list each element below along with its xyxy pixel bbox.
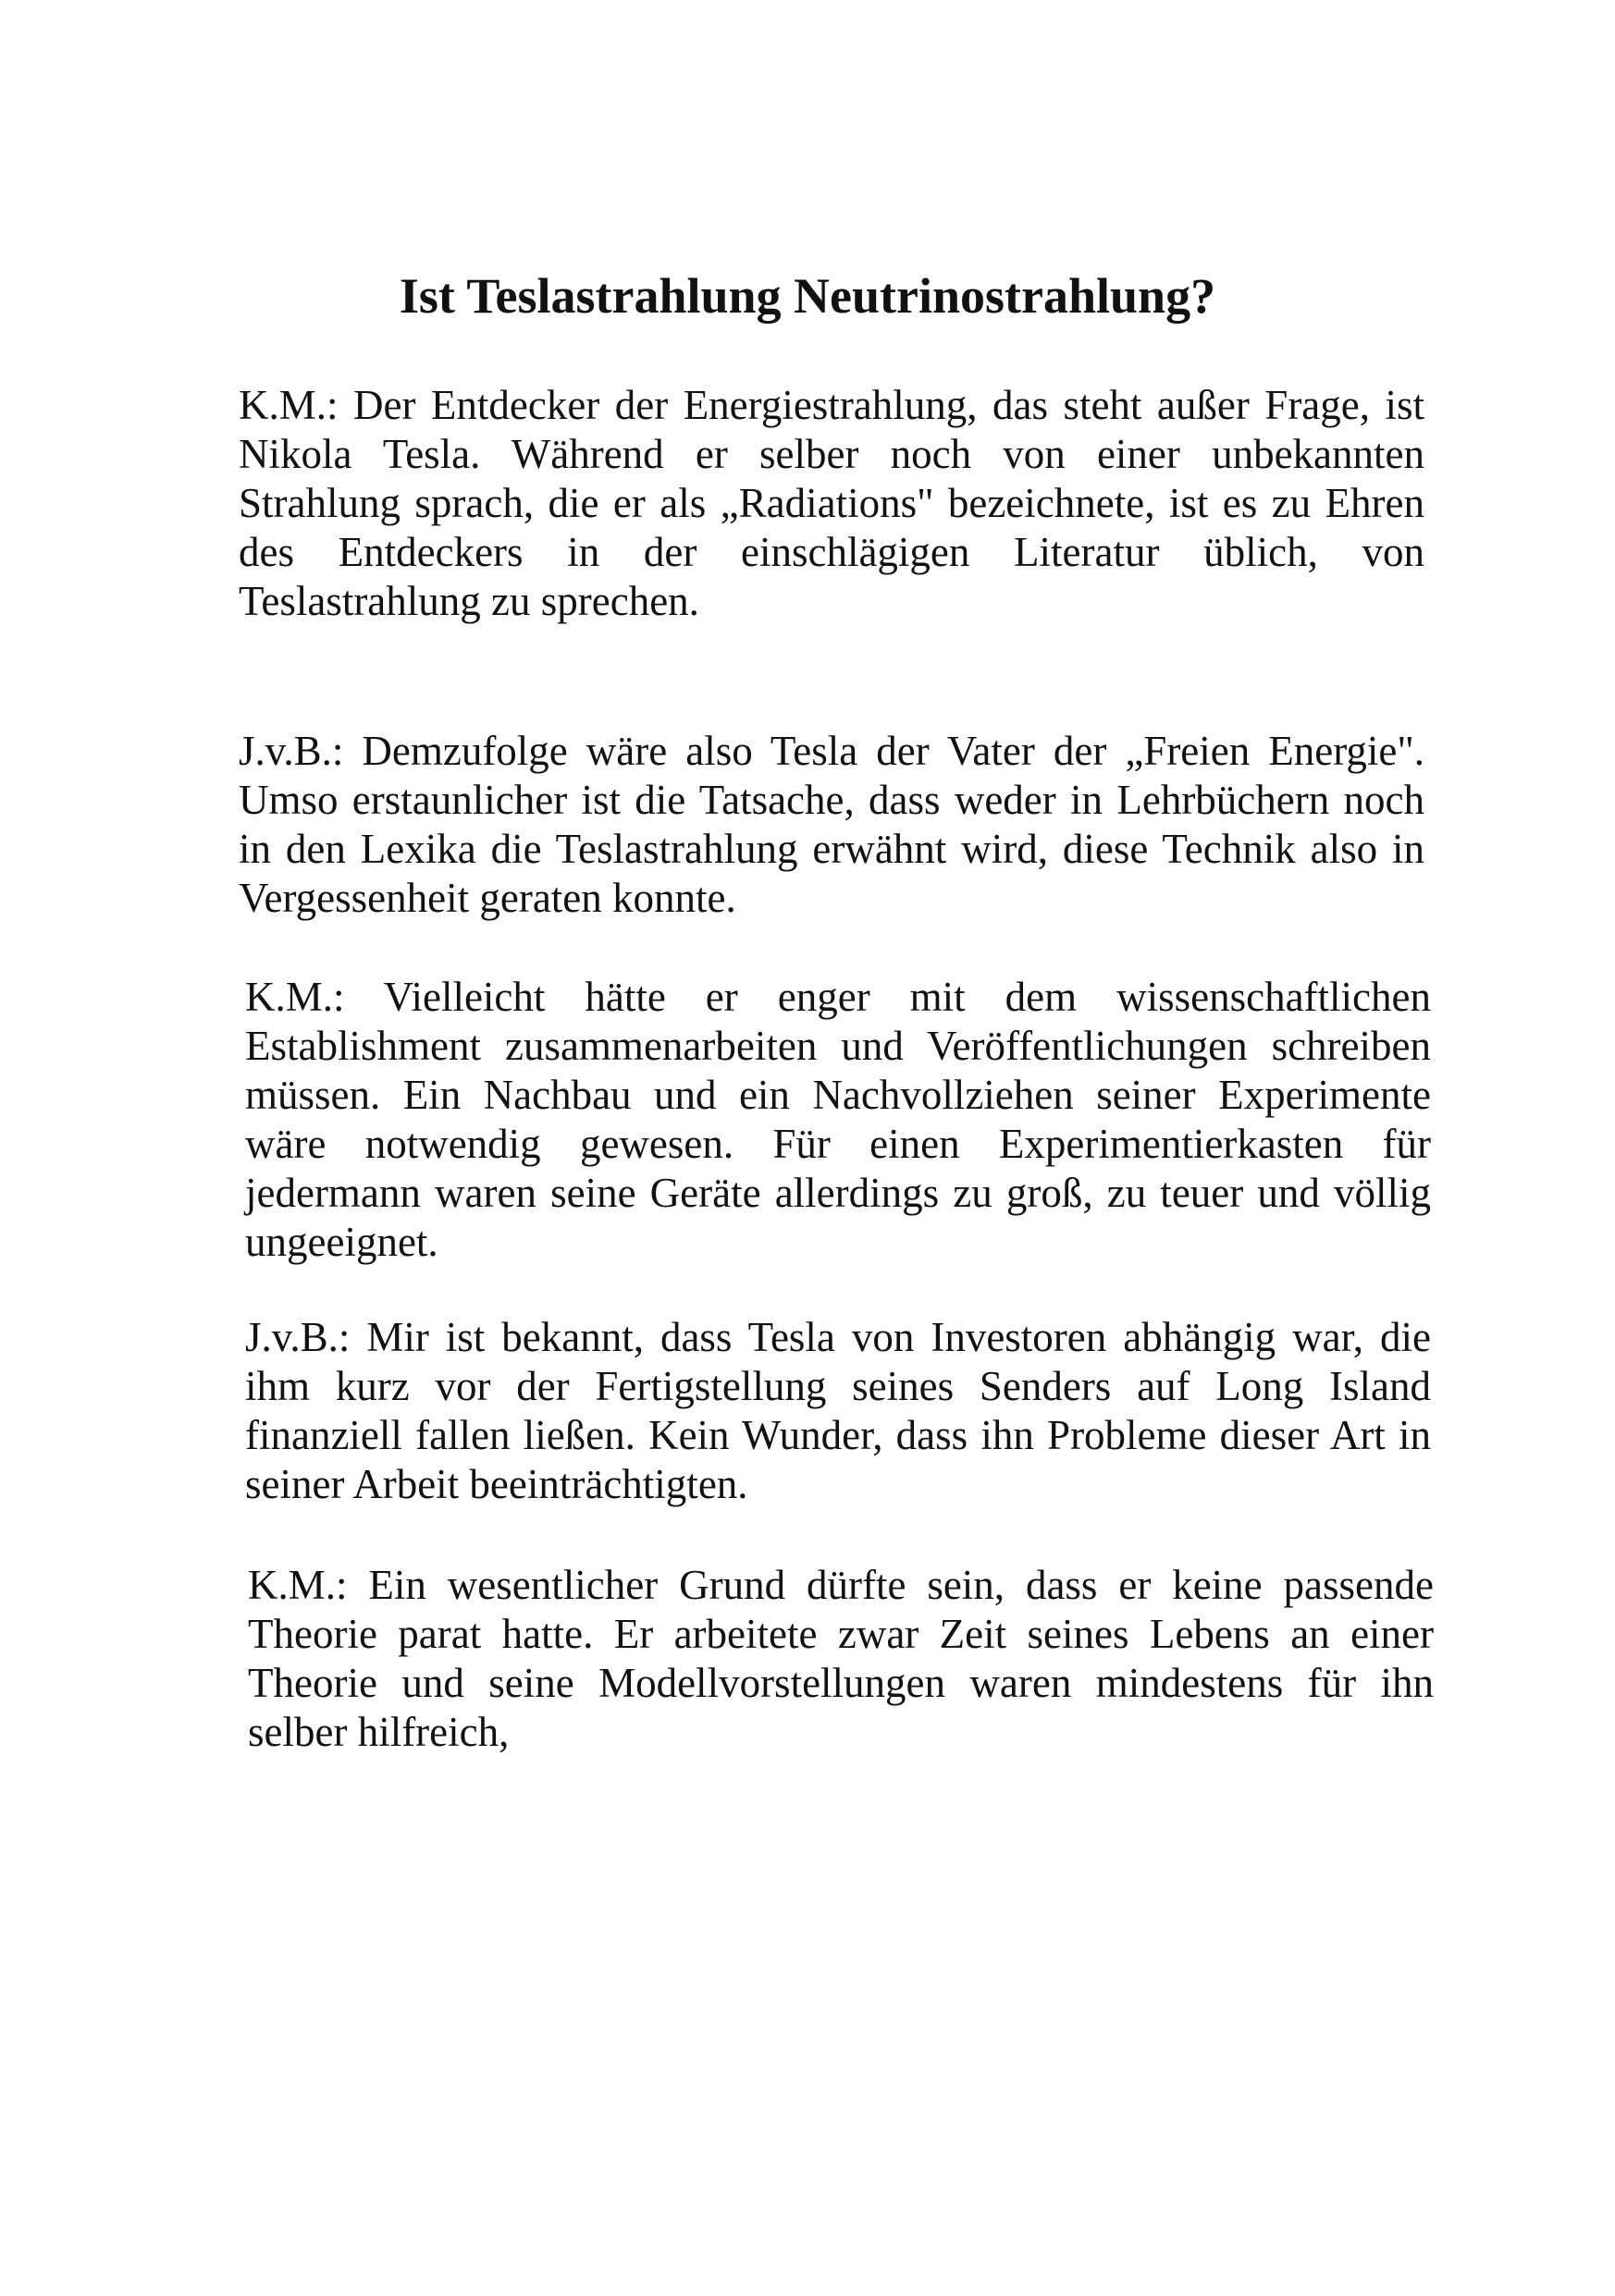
paragraph-km-3: K.M.: Ein wesentlicher Grund dürfte sein, dass er keine passende Theorie parat hatte. Er arbeitete zwar Zeit seines Lebens an einer Theorie und seine Modellvorstellungen waren mindestens für ihn selber hilfreich, — [248, 1562, 1434, 1755]
paragraph-km-1: K.M.: Der Entdecker der Energiestrahlung, das steht außer Frage, ist Nikola Tesla. Während er selber noch von einer unbekannten Strahlung sprach, die er als „Radiations" bezeichnete, ist es zu Ehren des Entdeckers in der einschlägigen Literatur üblich, von Teslastrahlung zu sprechen. — [239, 382, 1424, 624]
page-title: Ist Teslastrahlung Neutrinostrahlung? — [399, 268, 1216, 324]
paragraph-jvb-1: J.v.B.: Demzufolge wäre also Tesla der Vater der „Freien Energie". Umso erstaunlicher ist die Tatsache, dass weder in Lehrbüchern noch in den Lexika die Teslastrahlung erwähnt wird, diese Technik also in Vergessenheit geraten konnte. — [239, 728, 1424, 921]
paragraph-km-2: K.M.: Vielleicht hätte er enger mit dem wissenschaftlichen Establishment zusammenarbeiten und Veröffentlichungen schreiben müssen. Ein Nachbau und ein Nachvollziehen seiner Experimente wäre notwendig gewesen. Für einen Experimentierkasten für jedermann waren seine Geräte allerdings zu groß, zu teuer und völlig ungeeignet. — [245, 974, 1431, 1265]
paragraph-jvb-2: J.v.B.: Mir ist bekannt, dass Tesla von Investoren abhängig war, die ihm kurz vor der Fertigstellung seines Senders auf Long Island finanziell fallen ließen. Kein Wunder, dass ihn Probleme dieser Art in seiner Arbeit beeinträchtigten. — [245, 1314, 1431, 1507]
